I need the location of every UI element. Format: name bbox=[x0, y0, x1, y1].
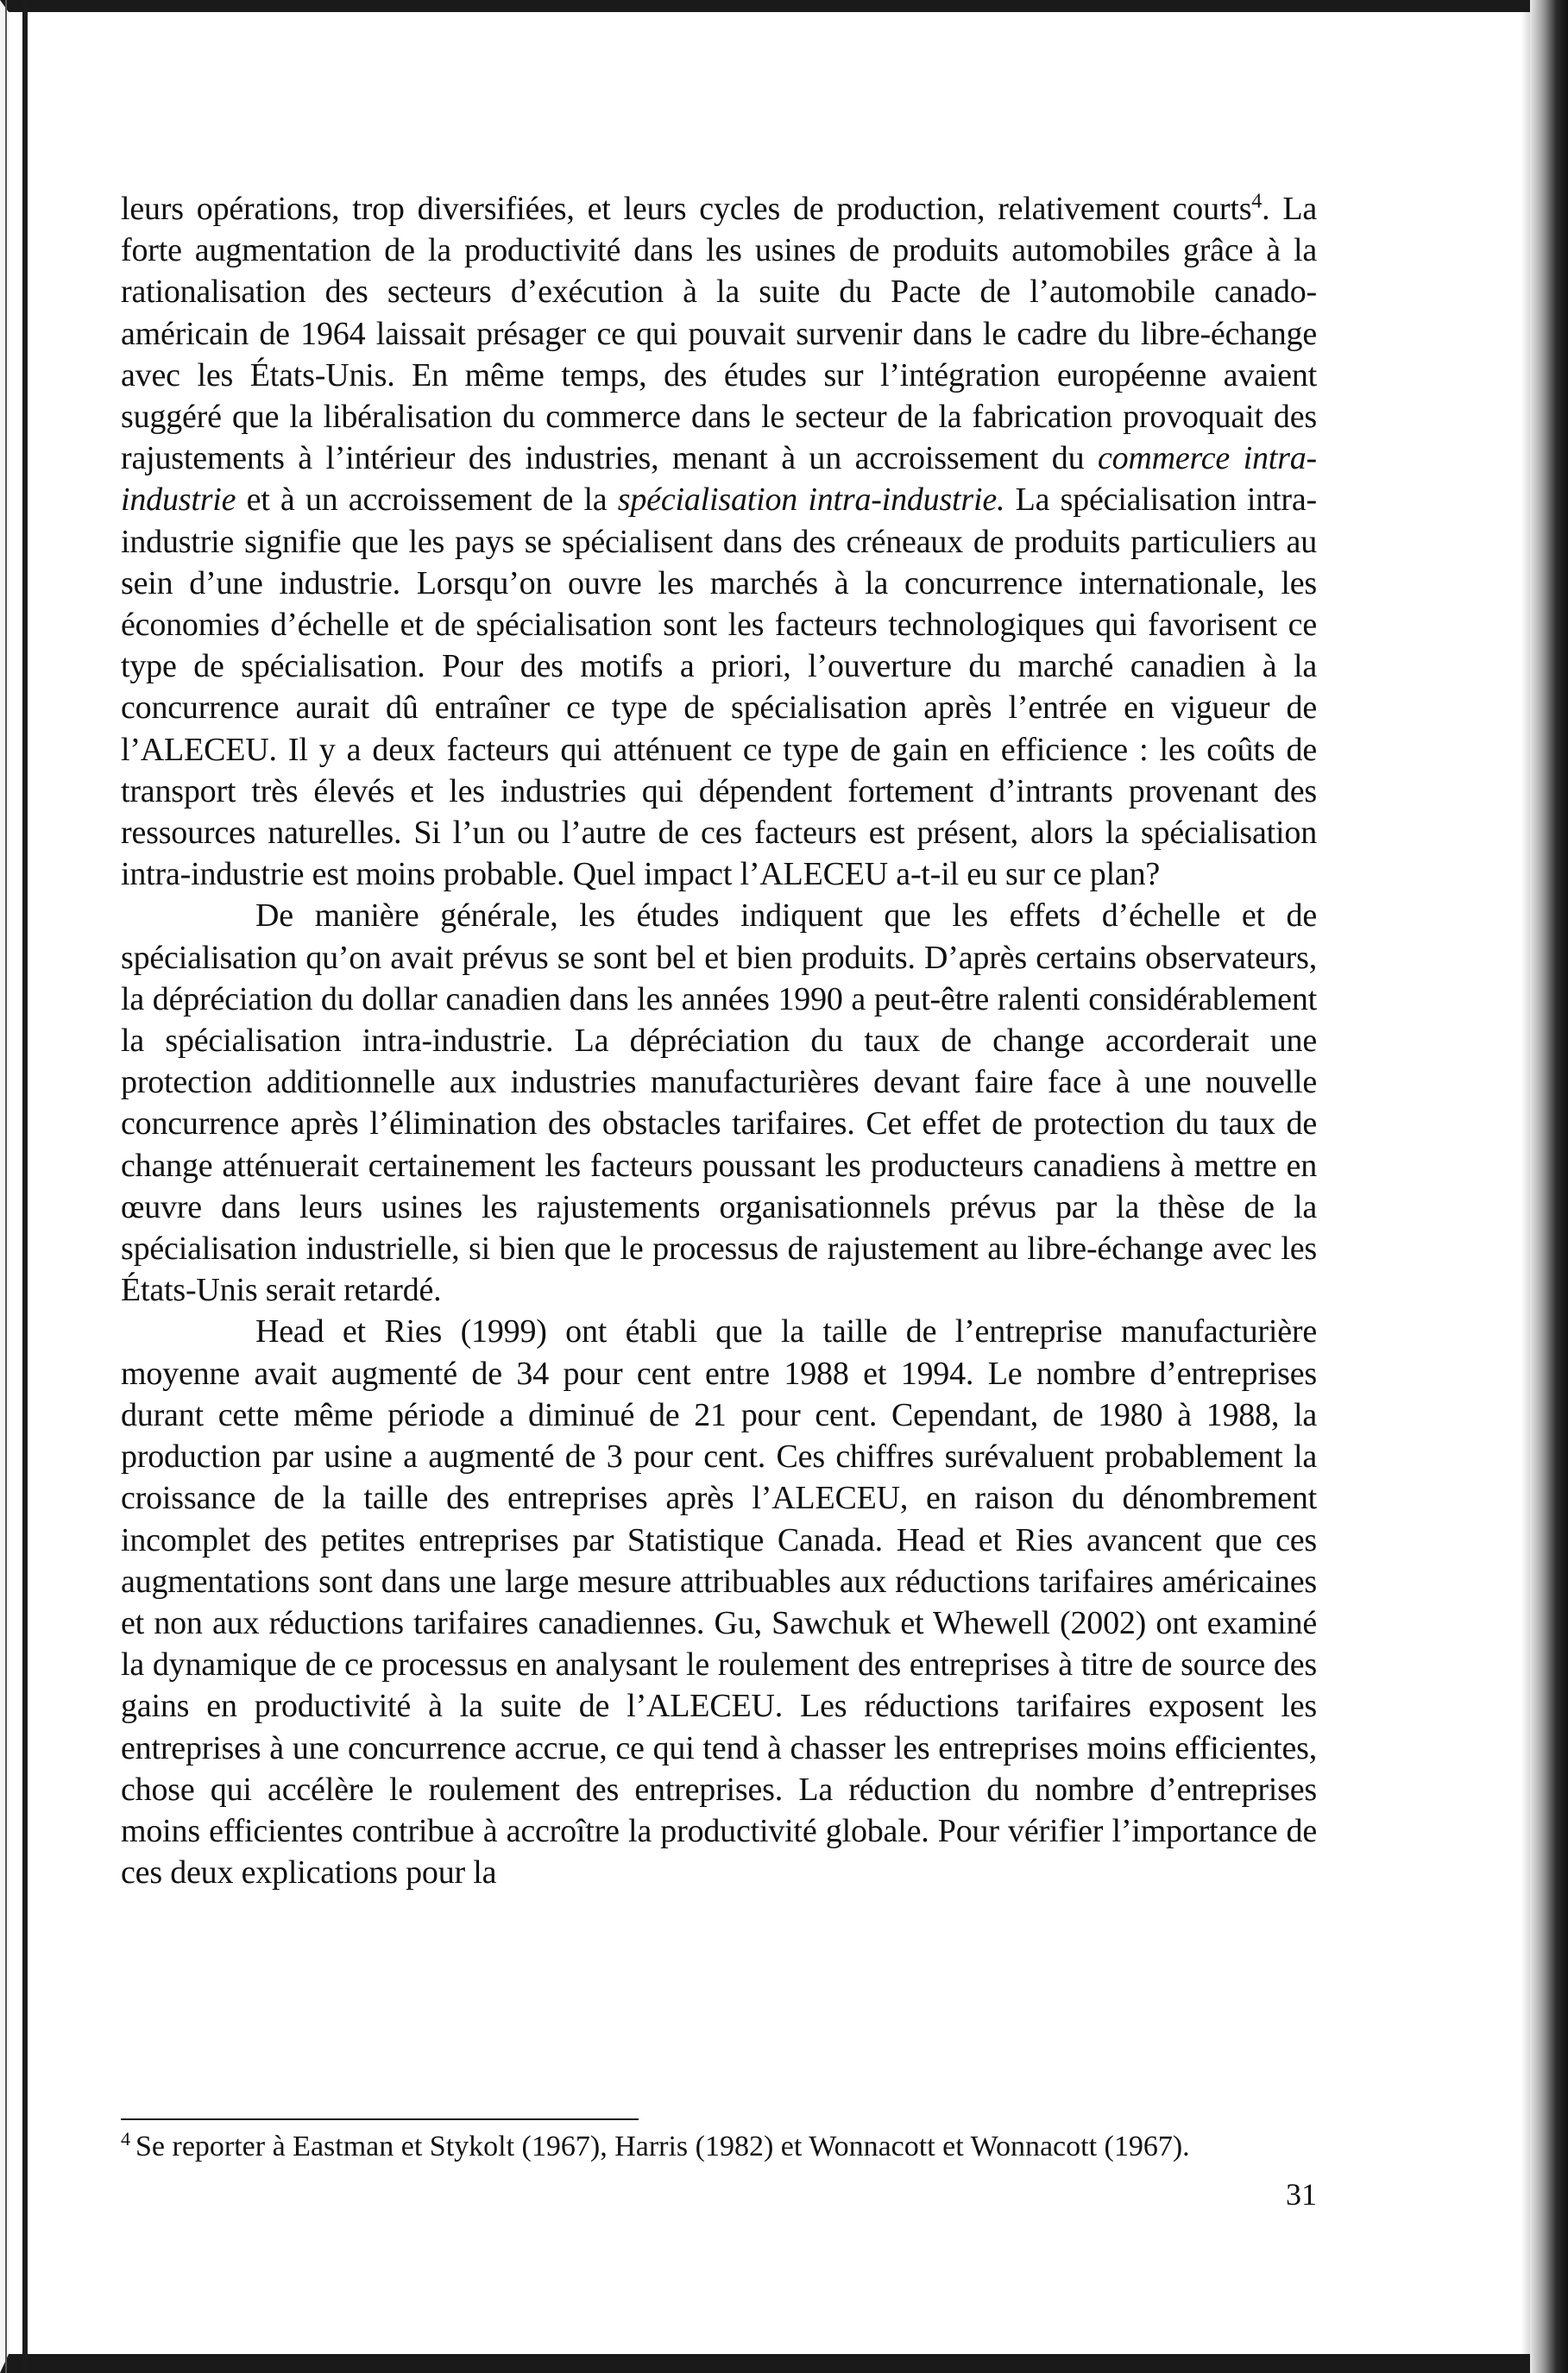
page-content bbox=[121, 188, 1317, 1893]
footnote-text: Se reporter à Eastman et Stykolt (1967), Harris (1982) et Wonnacott et Wonnacott (1967). bbox=[135, 2131, 1190, 2162]
text-run: De manière générale, les études indiquent que les effets d’échelle et de spécialisation qu’on avait prévus se sont bel et bien produits. D’après certains observateurs, la dépréciation du dollar canadien dans les années 1990 a peut-être ralenti considérablement la spécialisation intra-industrie. La dépréciation du taux de change accorderait une protection additionnelle aux industries manufacturières devant faire face à une nouvelle concurrence après l’élimination des obstacles tarifaires. Cet effet de protection du taux de change atténuerait certainement les facteurs poussant les producteurs canadiens à mettre en œuvre dans leurs usines les rajustements organisationnels prévus par la thèse de la spécialisation industrielle, si bien que le processus de rajustement au libre-échange avec les États-Unis serait retardé. bbox=[121, 897, 1317, 1309]
footnote-separator bbox=[121, 2118, 639, 2120]
scan-right-edge bbox=[1530, 0, 1568, 2373]
scan-binding-edge bbox=[22, 0, 28, 2373]
body-text bbox=[121, 188, 1317, 1893]
text-run: . La forte augmentation de la productivité dans les usines de produits automobiles grâce à la rationalisation des secteurs d’exécution à la suite du Pacte de l’automobile canado-américain de 1964 laissait présager ce qui pouvait survenir dans le cadre du libre-échange avec les États-Unis. En même temps, des études sur l’intégration européenne avaient suggéré que la libéralisation du commerce dans le secteur de la fabrication provoquait des rajustements à l’intérieur des industries, menant à un accroissement du bbox=[121, 191, 1318, 477]
text-run: La spécialisation intra-industrie signifie que les pays se spécialisent dans des créneaux de produits particuliers au sein d’une industrie. Lorsqu’on ouvre les marchés à la concurrence internationale, les économies d’échelle et de spécialisation sont les facteurs technologiques qui favorisent ce type de spécialisation. Pour des motifs a priori, l’ouverture du marché canadien à la concurrence aurait dû entraîner ce type de spécialisation après l’entrée en vigueur de l’ALECEU. Il y a deux facteurs qui atténuent ce type de gain en efficience : les coûts de transport très élevés et les industries qui dépendent fortement d’intrants provenant des ressources naturelles. Si l’un ou l’autre de ces facteurs est présent, alors la spécialisation intra-industrie est moins probable. Quel impact l’ALECEU a-t-il eu sur ce plan? bbox=[121, 482, 1317, 893]
page-number: 31 bbox=[1286, 2177, 1317, 2212]
emphasized-term: commerce intra-industrie bbox=[121, 440, 1317, 519]
emphasized-term: spécialisation intra-industrie. bbox=[617, 482, 1005, 519]
scan-left-line bbox=[5, 0, 7, 2373]
footnote-marker: 4 bbox=[121, 2127, 130, 2150]
footnote bbox=[121, 2129, 1317, 2165]
paragraph bbox=[121, 188, 1317, 895]
scan-right-shadow bbox=[1521, 12, 1530, 2354]
text-run: Head et Ries (1999) ont établi que la taille de l’entreprise manufacturière moyenne avait augmenté de 34 pour cent entre 1988 et 1994. Le nombre d’entreprises durant cette même période a diminué de 21 pour cent. Cependant, de 1980 à 1988, la production par usine a augmenté de 3 pour cent. Ces chiffres surévaluent probablement la croissance de la taille des entreprises après l’ALECEU, en raison du dénombrement incomplet des petites entreprises par Statistique Canada. Head et Ries avancent que ces augmentations sont dans une large mesure attribuables aux réductions tarifaires américaines et non aux réductions tarifaires canadiennes. Gu, Sawchuk et Whewell (2002) ont examiné la dynamique de ce processus en analysant le roulement des entreprises à titre de source des gains en productivité à la suite de l’ALECEU. Les réductions tarifaires exposent les entreprises à une concurrence accrue, ce qui tend à chasser les entreprises moins efficientes, chose qui accélère le roulement des entreprises. La réduction du nombre d’entreprises moins efficientes contribue à accroître la productivité globale. Pour vérifier l’importance de ces deux explications pour la bbox=[121, 1313, 1317, 1891]
footnote-reference: 4 bbox=[1251, 190, 1263, 213]
paragraph bbox=[121, 895, 1317, 1311]
paragraph bbox=[121, 1311, 1317, 1893]
text-run: leurs opérations, trop diversifiées, et leurs cycles de production, relativement courts bbox=[121, 191, 1252, 227]
text-run: et à un accroissement de la bbox=[236, 482, 618, 519]
